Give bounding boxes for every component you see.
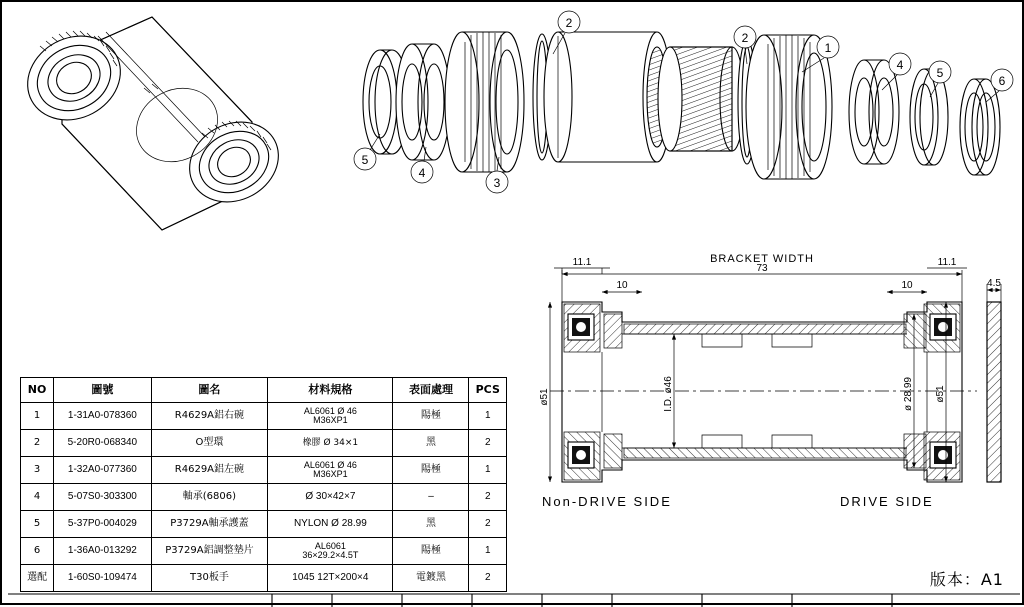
dim-bracket-width: 73 (756, 263, 768, 274)
cell-pcs: 1 (469, 538, 507, 565)
cell-finish: – (393, 484, 469, 511)
spec-line-2: 36×29.2×4.5T (302, 550, 359, 560)
dim-cover-diameter: ø 28.99 (903, 377, 914, 411)
cell-part-no: 1-60S0-109474 (54, 565, 151, 592)
cell-pcs: 1 (469, 457, 507, 484)
cell-finish: 陽極 (393, 538, 469, 565)
dim-od-right: ø51 (935, 385, 946, 403)
cell-no: 選配 (21, 565, 54, 592)
cell-material-spec: NYLON Ø 28.99 (268, 511, 393, 538)
cell-part-name: R4629A鋁右碗 (151, 403, 268, 430)
spec-line-1: AL6061 (314, 541, 346, 551)
cell-no: 2 (21, 430, 54, 457)
balloon-5b: 5 (936, 66, 944, 80)
col-material-spec: 材料規格 (268, 378, 393, 403)
spec-line-2: M36XP1 (313, 415, 348, 425)
cell-part-no: 1-32A0-077360 (54, 457, 151, 484)
cell-part-name: T30板手 (151, 565, 268, 592)
cell-part-no: 1-31A0-078360 (54, 403, 151, 430)
cell-material-spec: 1045 12T×200×4 (268, 565, 393, 592)
cell-finish: 電鍍黑 (393, 565, 469, 592)
dim-od-left: ø51 (539, 388, 550, 406)
cell-part-name: R4629A鋁左碗 (151, 457, 268, 484)
balloon-2b: 2 (741, 31, 749, 45)
dim-id: I.D. ø46 (663, 376, 674, 412)
spec-line-1: 橡膠 Ø 34×1 (302, 437, 359, 448)
cell-part-no: 5-37P0-004029 (54, 511, 151, 538)
cell-pcs: 2 (469, 484, 507, 511)
non-drive-side-label: Non-DRIVE SIDE (542, 494, 672, 509)
col-part-name: 圖名 (151, 378, 268, 403)
bracket-width-label: BRACKET WIDTH (710, 253, 814, 265)
balloon-2a: 2 (565, 16, 573, 30)
balloon-4a: 4 (418, 166, 426, 180)
cell-part-no: 1-36A0-013292 (54, 538, 151, 565)
dim-washer-thickness: 4.5 (987, 278, 1001, 289)
dim-flange-right: 11.1 (937, 257, 957, 268)
cell-part-no: 5-07S0-303300 (54, 484, 151, 511)
dim-flange-left: 11.1 (572, 257, 592, 268)
dim-step-left: 10 (616, 280, 628, 291)
cell-pcs: 1 (469, 403, 507, 430)
cell-no: 6 (21, 538, 54, 565)
col-part-no: 圖號 (54, 378, 151, 403)
cell-material-spec: Ø 30×42×7 (268, 484, 393, 511)
cell-pcs: 2 (469, 511, 507, 538)
cell-pcs: 2 (469, 430, 507, 457)
cell-finish: 陽極 (393, 457, 469, 484)
cell-finish: 黑 (393, 430, 469, 457)
cell-part-no: 5-20R0-068340 (54, 430, 151, 457)
spec-line-1: AL6061 Ø 46 (303, 460, 357, 470)
cell-part-name: 軸承(6806) (151, 484, 268, 511)
revision-label: 版本：A1 (929, 570, 1004, 589)
cell-no: 4 (21, 484, 54, 511)
cell-part-name: P3729A軸承護蓋 (151, 511, 268, 538)
col-surface-finish: 表面處理 (393, 378, 469, 403)
balloon-4b: 4 (896, 58, 904, 72)
col-pcs: PCS (469, 378, 507, 403)
cell-finish: 黑 (393, 511, 469, 538)
drive-side-label: DRIVE SIDE (840, 494, 934, 509)
cell-part-name: O型環 (151, 430, 268, 457)
cell-no: 3 (21, 457, 54, 484)
spec-line-2: M36XP1 (313, 469, 348, 479)
balloon-1: 1 (824, 41, 832, 55)
title-block-strip (2, 2, 1024, 607)
cell-pcs: 2 (469, 565, 507, 592)
cell-no: 5 (21, 511, 54, 538)
balloon-3: 3 (493, 176, 501, 190)
balloon-6: 6 (998, 74, 1006, 88)
cell-part-name: P3729A鋁調整墊片 (151, 538, 268, 565)
spec-line-1: AL6061 Ø 46 (303, 406, 357, 416)
dim-step-right: 10 (901, 280, 913, 291)
balloon-5a: 5 (361, 153, 369, 167)
cell-finish: 陽極 (393, 403, 469, 430)
col-no: NO (21, 378, 54, 403)
cell-no: 1 (21, 403, 54, 430)
